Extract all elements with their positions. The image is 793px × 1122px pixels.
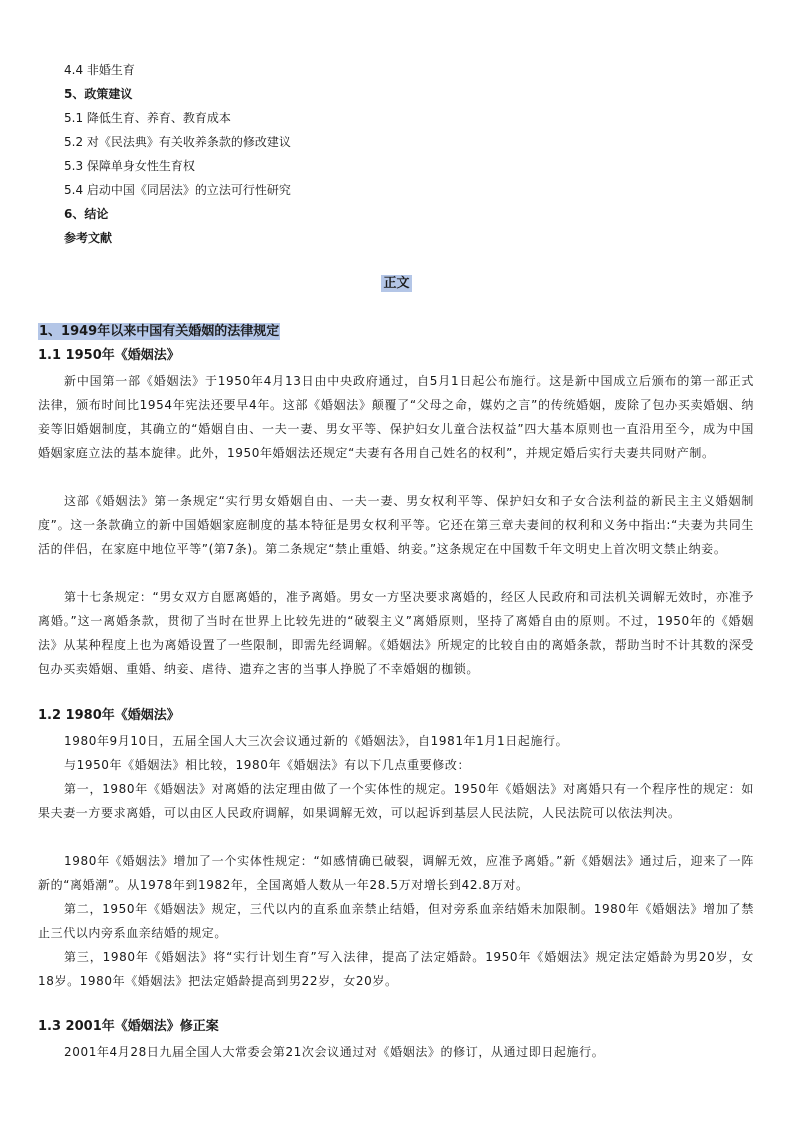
paragraph: 1980年《婚姻法》增加了一个实体性规定：“如感情确已破裂，调解无效，应准予离婚。”新《婚姻法》通过后，迎来了一阵新的“离婚潮”。从1978年到1982年，全国离婚人数从一年28.5万对增长到42.8万对。 [38,854,754,892]
paragraph: 第三，1980年《婚姻法》将“实行计划生育”写入法律，提高了法定婚龄。1950年《婚姻法》规定法定婚龄为男20岁，女18岁。1980年《婚姻法》把法定婚龄提高到男22岁，女20岁。 [38,950,754,988]
toc-item[interactable]: 5.2 对《民法典》有关收养条款的修改建议 [64,135,291,149]
paragraph: 第一，1980年《婚姻法》对离婚的法定理由做了一个实体性的规定。1950年《婚姻法》对离婚只有一个程序性的规定：如果夫妻一方要求离婚，可以由区人民政府调解，如果调解无效，可以起诉到基层人民法院，人民法院可以依法判决。 [38,782,754,820]
paragraph: 1980年9月10日，五届全国人大三次会议通过新的《婚姻法》，自1981年1月1日起施行。 [64,734,569,748]
paragraph: 第二，1950年《婚姻法》规定，三代以内的直系血亲禁止结婚，但对旁系血亲结婚未加限制。1980年《婚姻法》增加了禁止三代以内旁系血亲结婚的规定。 [38,902,754,940]
paragraph: 新中国第一部《婚姻法》于1950年4月13日由中央政府通过，自5月1日起公布施行。这是新中国成立后颁布的第一部正式法律，颁布时间比1954年宪法还要早4年。这部《婚姻法》颠覆了“父母之命，媒妁之言”的传统婚姻，废除了包办买卖婚姻、纳妾等旧婚姻制度，其确立的“婚姻自由、一夫一妻、男女平等、保护妇女儿童合法权益”四大基本原则也一直沿用至今，成为中国婚姻家庭立法的基本旋律。此外，1950年婚姻法还规定“夫妻有各用自己姓名的权利”，并规定婚后实行夫妻共同财产制。 [38,374,754,460]
toc-item[interactable]: 6、结论 [64,207,109,221]
table-of-contents [64,58,744,250]
paragraph: 2001年4月28日九届全国人大常委会第21次会议通过对《婚姻法》的修订，从通过即日起施行。 [64,1045,605,1059]
main-body-title-text: 正文 [383,276,410,291]
section-heading-text: 1、1949年以来中国有关婚姻的法律规定 [39,324,280,339]
toc-item[interactable]: 参考文献 [64,231,113,245]
toc-item[interactable]: 5.4 启动中国《同居法》的立法可行性研究 [64,183,291,197]
toc-item[interactable]: 5、政策建议 [64,87,133,101]
subsection-heading-1-1: 1.1 1950年《婚姻法》 [38,348,180,363]
subsection-heading-1-3: 1.3 2001年《婚姻法》修正案 [38,1019,219,1034]
toc-item[interactable]: 5.1 降低生育、养育、教育成本 [64,111,231,125]
subsection-heading-1-2: 1.2 1980年《婚姻法》 [38,708,180,723]
paragraph: 第十七条规定：“男女双方自愿离婚的，准予离婚。男女一方坚决要求离婚的，经区人民政府和司法机关调解无效时，亦准予离婚。”这一离婚条款，贯彻了当时在世界上比较先进的“破裂主义”离婚原则，坚持了离婚自由的原则。不过，1950年的《婚姻法》从某种程度上也为离婚设置了一些限制，即需先经调解。《婚姻法》所规定的比较自由的离婚条款，帮助当时不计其数的深受包办买卖婚姻、重婚、纳妾、虐待、遗弃之害的当事人挣脱了不幸婚姻的枷锁。 [38,590,754,676]
paragraph: 这部《婚姻法》第一条规定“实行男女婚姻自由、一夫一妻、男女权利平等、保护妇女和子女合法利益的新民主主义婚姻制度”。这一条款确立的新中国婚姻家庭制度的基本特征是男女权利平等。它还在第三章夫妻间的权利和义务中指出:“夫妻为共同生活的伴侣，在家庭中地位平等”(第7条)。第二条规定“禁止重婚、纳妾。”这条规定在中国数千年文明史上首次明文禁止纳妾。 [38,494,754,556]
main-body-title [0,274,793,294]
toc-item[interactable]: 4.4 非婚生育 [64,63,135,77]
toc-item[interactable]: 5.3 保障单身女性生育权 [64,159,195,173]
paragraph: 与1950年《婚姻法》相比较，1980年《婚姻法》有以下几点重要修改： [64,758,471,772]
section-heading [38,322,280,342]
